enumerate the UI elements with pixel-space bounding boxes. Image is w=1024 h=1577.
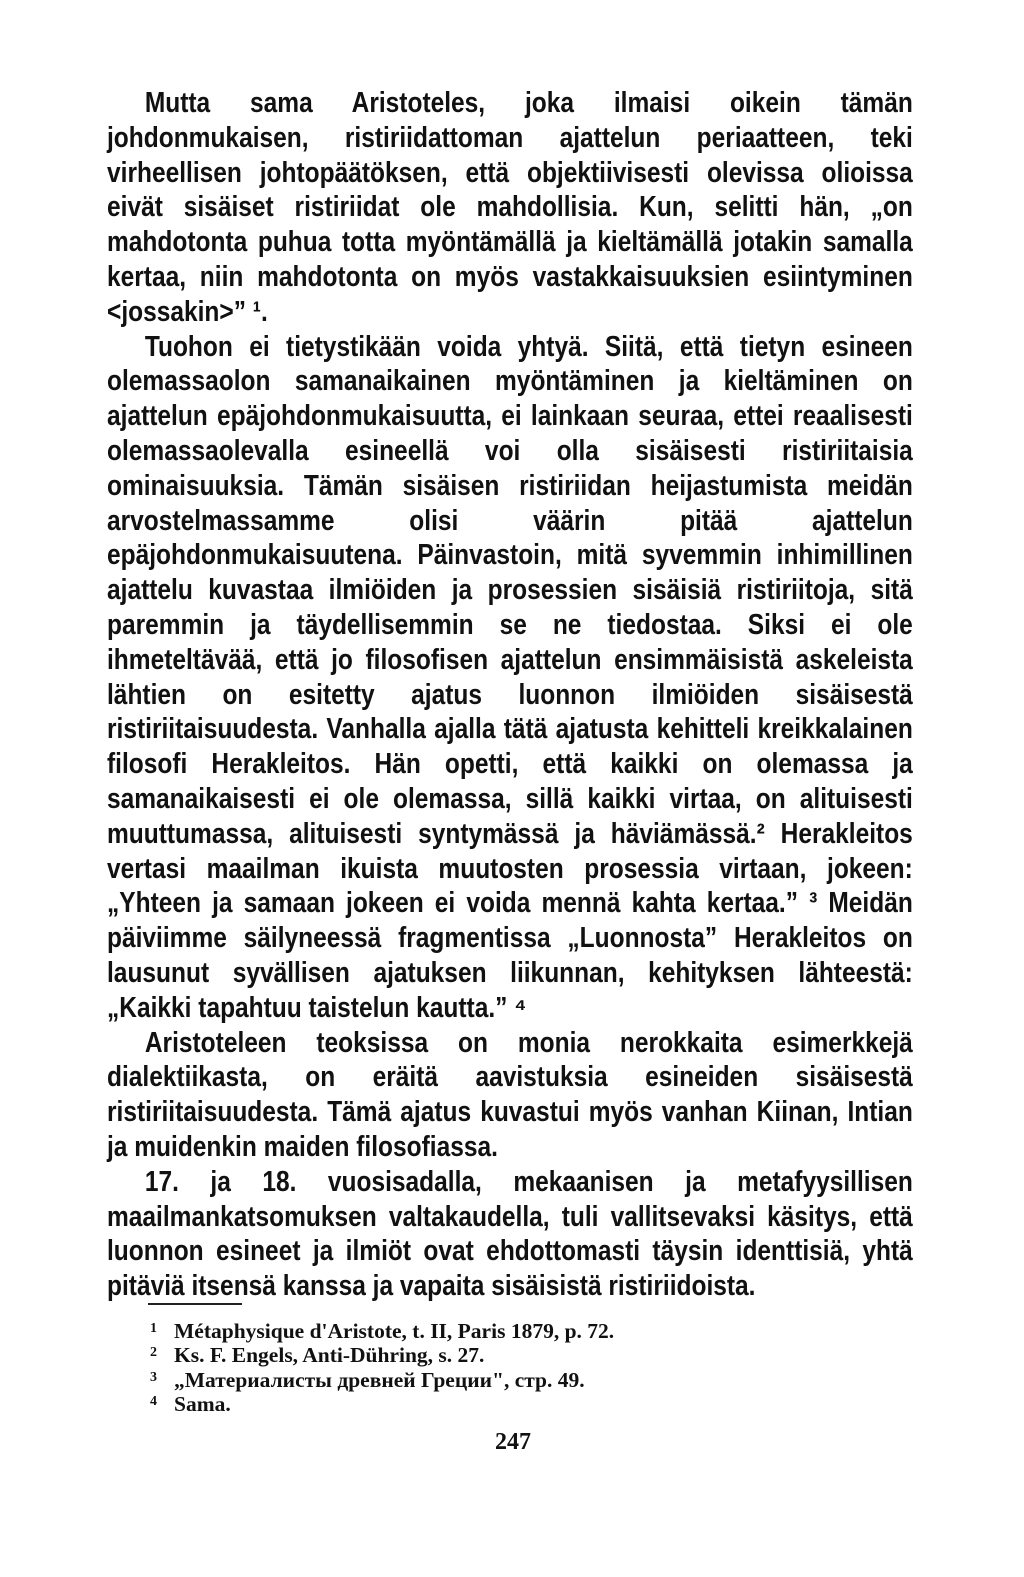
footnotes bbox=[150, 1318, 850, 1416]
paragraph-4: 17. ja 18. vuosisadalla, mekaanisen ja metafyysillisen maailmankatsomuksen valtakaudella, tuli vallitsevaksi käsitys, että luonnon esineet ja ilmiöt ovat ehdottomasti täysin identtisiä, yhtä pitäviä itsensä kanssa ja vapaita sisäisistä ristiriidoista. bbox=[107, 1165, 913, 1303]
paragraph-1: Mutta sama Aristoteles, joka ilmaisi oikein tämän johdonmukaisen, ristiriidattoman ajattelun periaatteen, teki virheellisen johtopäätöksen, että objektiivisesti olevissa olioissa eivät sisäiset ristiriidat ole mahdollisia. Kun, selitti hän, „on mahdotonta puhua totta myöntämällä ja kieltämällä jotakin samalla kertaa, niin mahdotonta on myös vastakkaisuuksien esiintyminen <jossakin>” ¹. bbox=[107, 87, 913, 328]
footnote-3 bbox=[150, 1367, 850, 1391]
footnote-number: 3 bbox=[150, 1369, 157, 1385]
footnote-2 bbox=[150, 1342, 850, 1366]
footnote-text: Métaphysique d'Aristote, t. II, Paris 1879, p. 72. bbox=[174, 1319, 615, 1343]
page-number: 247 bbox=[495, 1429, 531, 1455]
main-text bbox=[107, 86, 913, 1304]
footnote-text: „Материалисты древней Греции", стр. 49. bbox=[174, 1367, 585, 1392]
footnote-text: Sama. bbox=[174, 1392, 231, 1417]
footnote-number: 4 bbox=[150, 1394, 157, 1410]
footnote-number: 1 bbox=[150, 1321, 157, 1336]
paragraph-3: Aristoteleen teoksissa on monia nerokkaita esimerkkejä dialektiikasta, on eräitä aavistuksia esineiden sisäisestä ristiriitaisuudesta. Tämä ajatus kuvastui myös vanhan Kiinan, Intian ja muidenkin maiden filosofiassa. bbox=[107, 1026, 913, 1163]
footnote-number: 2 bbox=[150, 1345, 157, 1361]
footnote-divider bbox=[148, 1303, 242, 1305]
footnote-text: Ks. F. Engels, Anti-Dühring, s. 27. bbox=[174, 1343, 485, 1368]
footnote-1 bbox=[150, 1318, 850, 1342]
footnote-4 bbox=[150, 1391, 850, 1415]
paragraph-2: Tuohon ei tietystikään voida yhtyä. Siitä, että tietyn esineen olemassaolon samanaikainen myöntäminen ja kieltäminen on ajattelun epäjohdonmukaisuutta, ei lainkaan seuraa, ettei reaalisesti olemassaolevalla esineellä voi olla sisäisesti ristiriitaisia ominaisuuksia. Tämän sisäisen ristiriidan heijastumista meidän arvostelmassamme olisi väärin pitää ajattelun epäjohdonmukaisuutena. Päinvastoin, mitä syvemmin inhimillinen ajattelu kuvastaa ilmiöiden ja prosessien sisäisiä ristiriitoja, sitä paremmin ja täydellisemmin se ne tiedostaa. Siksi ei ole ihmeteltävää, että jo filosofisen ajattelun ensimmäisistä askeleista lähtien on esitetty ajatus luonnon ilmiöiden sisäisestä ristiriitaisuudesta. Vanhalla ajalla tätä ajatusta kehitteli kreikkalainen filosofi Herakleitos. Hän opetti, että kaikki on olemassa ja samanaikaisesti ei ole olemassa, sillä kaikki virtaa, on alituisesti muuttumassa, alituisesti syntymässä ja häviämässä.² Herakleitos vertasi maailman ikuista muutosten prosessia virtaan, jokeen: „Yhteen ja samaan jokeen ei voida mennä kahta kertaa.” ³ Meidän päiviimme säilyneessä fragmentissa „Luonnosta” Herakleitos on lausunut syvällisen ajatuksen liikunnan, kehityksen lähteestä: „Kaikki tapahtuu taistelun kautta.” ⁴ bbox=[107, 330, 913, 1024]
